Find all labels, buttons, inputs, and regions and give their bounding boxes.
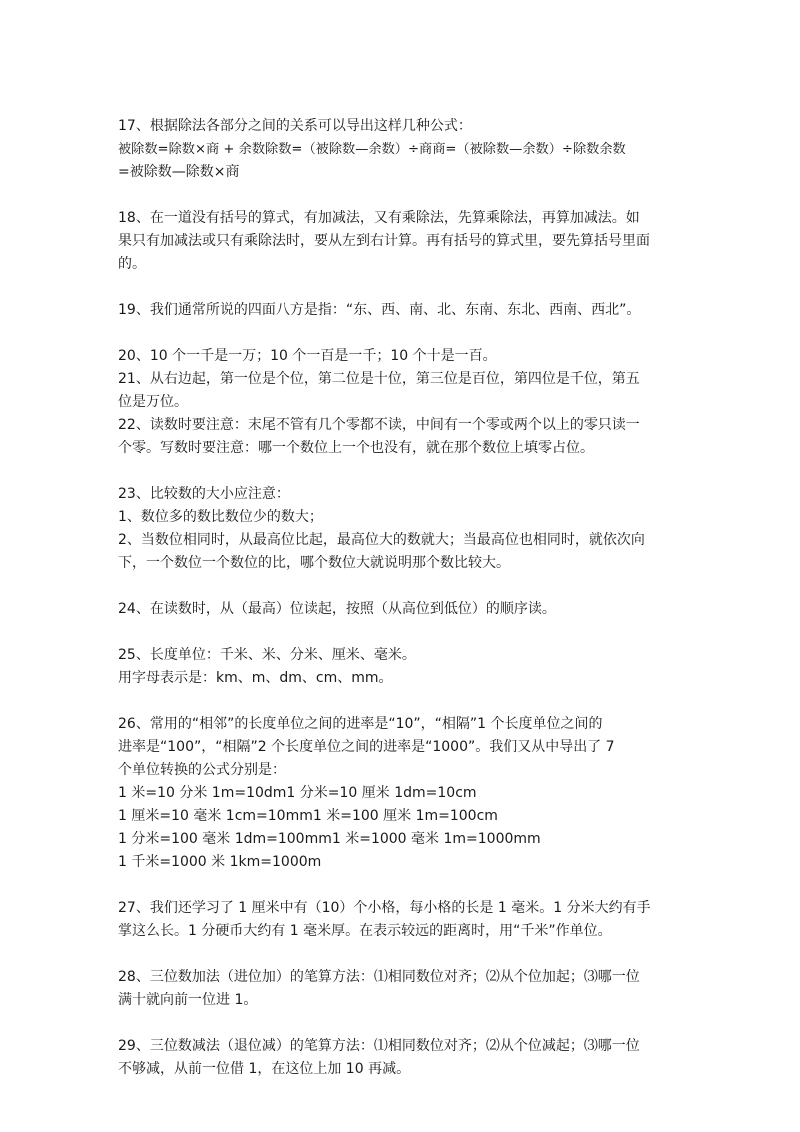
text-line: 26、常用的“相邻”的长度单位之间的进率是“10”，“相隔”1 个长度单位之间的 <box>118 716 603 732</box>
item-25 <box>118 644 684 690</box>
document-page <box>118 115 684 1104</box>
text-line: 个零。写数时要注意：哪一个数位上一个也没有，就在那个数位上填零占位。 <box>118 440 594 456</box>
text-line: 下，一个数位一个数位的比，哪个数位大就说明那个数比较大。 <box>118 555 510 571</box>
item-23 <box>118 483 684 575</box>
text-line: 1 分米=100 毫米 1dm=100mm1 米=1000 毫米 1m=1000mm <box>118 831 541 847</box>
text-line: 2、当数位相同时，从最高位比起，最高位大的数就大；当最高位也相同时，就依次向 <box>118 532 645 548</box>
text-line: 1、数位多的数比数位少的数大； <box>118 509 323 525</box>
text-line: 24、在读数时，从（最高）位读起，按照（从高位到低位）的顺序读。 <box>118 601 556 617</box>
text-line: 25、长度单位：千米、米、分米、厘米、毫米。 <box>118 647 416 663</box>
text-line: 21、从右边起，第一位是个位，第二位是十位，第三位是百位，第四位是千位，第五 <box>118 371 640 387</box>
text-line: 19、我们通常所说的四面八方是指：“东、西、南、北、东南、东北、西南、西北”。 <box>118 302 641 318</box>
text-line: 满十就向前一位进 1。 <box>118 992 258 1008</box>
text-line: 果只有加减法或只有乘除法时，要从左到右计算。再有括号的算式里，要先算括号里面 <box>118 233 650 249</box>
text-line: 不够减，从前一位借 1，在这位上加 10 再减。 <box>118 1061 411 1077</box>
item-26 <box>118 713 684 874</box>
text-line: 22、读数时要注意：末尾不管有几个零都不读，中间有一个零或两个以上的零只读一 <box>118 417 640 433</box>
item-24 <box>118 598 684 621</box>
text-line: 进率是“100”，“相隔”2 个长度单位之间的进率是“1000”。我们又从中导出了 7 <box>118 739 615 755</box>
text-line: 18、在一道没有括号的算式，有加减法，又有乘除法，先算乘除法，再算加减法。如 <box>118 210 640 226</box>
text-line: 17、根据除法各部分之间的关系可以导出这样几种公式： <box>118 118 472 134</box>
item-18 <box>118 207 684 276</box>
text-line: 27、我们还学习了 1 厘米中有（10）个小格，每小格的长是 1 毫米。1 分米大约有手 <box>118 900 651 916</box>
item-17 <box>118 115 684 184</box>
item-28 <box>118 966 684 1012</box>
text-line: 被除数=除数×商 + 余数除数=（被除数—余数）÷商商=（被除数—余数）÷除数余数 <box>118 142 626 157</box>
text-line: 掌这么长。1 分硬币大约有 1 毫米厚。在表示较远的距离时，用“千米”作单位。 <box>118 923 612 939</box>
text-line: =被除数—除数×商 <box>118 164 240 180</box>
item-29 <box>118 1035 684 1081</box>
text-line: 个单位转换的公式分别是： <box>118 762 286 778</box>
text-line: 用字母表示是：km、m、dm、cm、mm。 <box>118 670 393 686</box>
text-line: 1 米=10 分米 1m=10dm1 分米=10 厘米 1dm=10cm <box>118 785 477 801</box>
text-line: 28、三位数加法（进位加）的笔算方法：⑴相同数位对齐；⑵从个位加起；⑶哪一位 <box>118 969 640 985</box>
text-line: 23、比较数的大小应注意： <box>118 486 290 502</box>
text-line: 29、三位数减法（退位减）的笔算方法：⑴相同数位对齐；⑵从个位减起；⑶哪一位 <box>118 1038 640 1054</box>
text-line: 20、10 个一千是一万；10 个一百是一千；10 个十是一百。 <box>118 348 497 364</box>
items-20-22 <box>118 345 684 460</box>
item-27 <box>118 897 684 943</box>
text-line: 的。 <box>118 256 146 272</box>
text-line: 1 厘米=10 毫米 1cm=10mm1 米=100 厘米 1m=100cm <box>118 808 498 824</box>
text-line: 位是万位。 <box>118 394 188 410</box>
item-19 <box>118 299 684 322</box>
text-line: 1 千米=1000 米 1km=1000m <box>118 854 322 870</box>
